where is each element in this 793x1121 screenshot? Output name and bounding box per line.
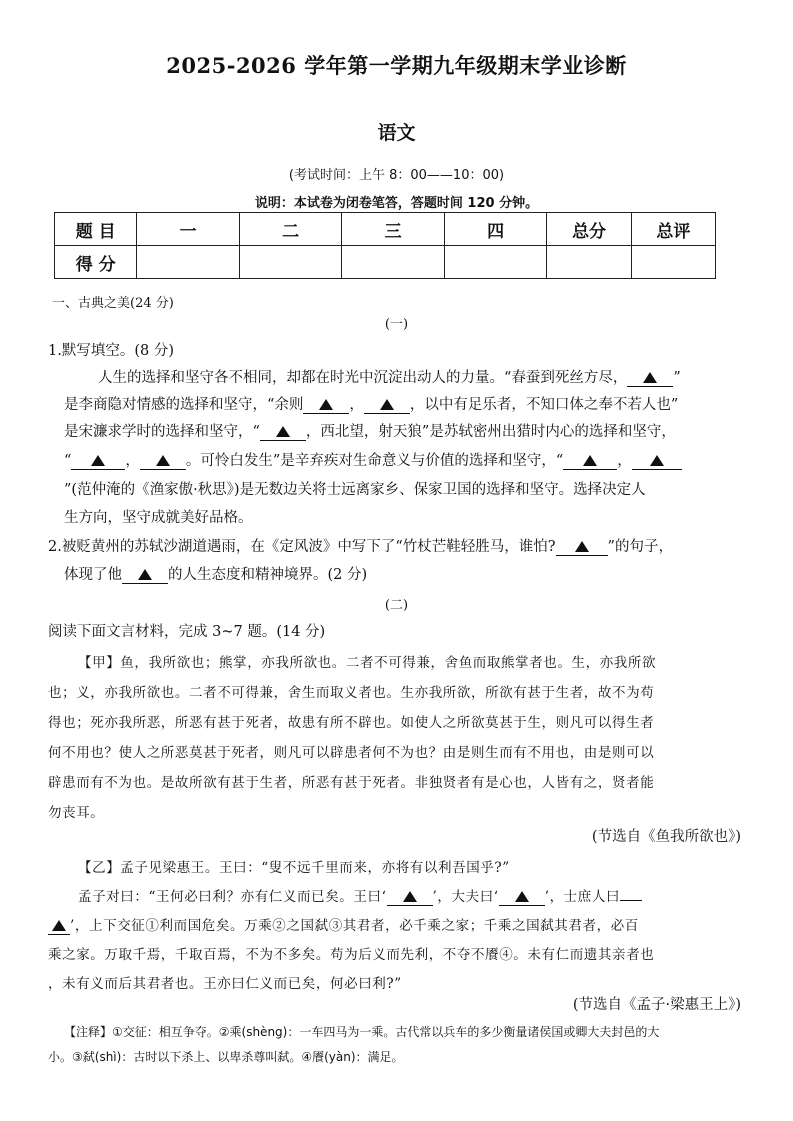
- triangle-icon: [403, 891, 417, 902]
- q1-line-2: 是李商隐对情感的选择和坚守，“余则 ， ，以中有足乐者，不知口体之奉不若人也”: [64, 397, 679, 413]
- score-table-score-row: [55, 246, 716, 279]
- triangle-icon: [583, 455, 597, 466]
- triangle-icon: [276, 426, 290, 437]
- reading-prompt: 阅读下面文言材料，完成 3~7 题。(14 分): [48, 624, 326, 640]
- triangle-icon: [515, 891, 529, 902]
- q1-line-1: 人生的选择和坚守各不相同，却都在时光中沉淀出动人的力量。“春蚕到死丝方尽， ”: [98, 370, 681, 386]
- passage-yi-line: 【乙】孟子见梁惠王。王曰：“叟不远千里而来，亦将有以利吾国乎?”: [78, 860, 510, 876]
- annotation-line: 小。③弑(shì)：古时以下杀上、以卑杀尊叫弑。④餍(yàn)：满足。: [48, 1050, 404, 1064]
- passage-jia-line: 何不用也？使人之所恶莫甚于死者，则凡可以辟患者何不为也？由是则生而有不用也，由是则可以: [48, 745, 655, 761]
- exam-title: 2025-2026 学年第一学期九年级期末学业诊断: [166, 53, 627, 78]
- answer-blank[interactable]: [364, 398, 410, 414]
- exam-time: (考试时间：上午 8：00——10：00): [288, 168, 505, 183]
- score-header-cell: 二: [239, 213, 342, 246]
- section-heading: 一、古典之美(24 分): [52, 296, 174, 311]
- passage-yi-line: ’，上下交征①利而国危矣。万乘②之国弑③其君者，必千乘之家；千乘之国弑其君者，必百: [48, 914, 639, 935]
- answer-blank[interactable]: [260, 425, 306, 441]
- passage-jia-line: 也；义，亦我所欲也。二者不可得兼，舍生而取义者也。生亦我所欲，所欲有甚于生者，故不为苟: [48, 685, 655, 701]
- score-header-cell: 四: [444, 213, 547, 246]
- answer-blank[interactable]: [71, 454, 125, 470]
- q2-line-1: 2.被贬黄州的苏轼沙湖道遇雨，在《定风波》中写下了“竹杖芒鞋轻胜马，谁怕? ”的句子，: [48, 539, 673, 555]
- answer-blank[interactable]: [620, 900, 642, 901]
- question-1-prompt: 1.默写填空。(8 分): [48, 343, 174, 359]
- score-header-cell: 总分: [547, 213, 631, 246]
- q1-line-6: 生方向，坚守成就美好品格。: [64, 510, 253, 526]
- part-marker: (二): [384, 598, 409, 613]
- exam-instructions: 说明：本试卷为闭卷笔答，答题时间 120 分钟。: [254, 196, 539, 211]
- triangle-icon: [52, 920, 66, 931]
- score-cell[interactable]: [547, 246, 631, 279]
- triangle-icon: [650, 455, 664, 466]
- answer-blank[interactable]: [140, 454, 186, 470]
- score-cell[interactable]: [239, 246, 342, 279]
- triangle-icon: [380, 399, 394, 410]
- score-row-label: 得 分: [55, 246, 137, 279]
- score-table: [54, 212, 716, 279]
- score-header-cell: 三: [342, 213, 445, 246]
- score-cell[interactable]: [631, 246, 715, 279]
- triangle-icon: [575, 541, 589, 552]
- passage-jia-line: 得也；死亦我所恶，所恶有甚于死者，故患有所不辟也。如使人之所欲莫甚于生，则凡可以得生者: [48, 715, 655, 731]
- source-citation: (节选自《鱼我所欲也》): [591, 829, 741, 845]
- passage-yi-line: ，未有义而后其君者也。王亦曰仁义而已矣，何必曰利?”: [48, 976, 402, 992]
- answer-blank[interactable]: [122, 568, 168, 584]
- annotation-line: 【注释】①交征：相互争夺。②乘(shèng)：一车四马为一乘。古代常以兵车的多少衡量诸侯国或卿大夫封邑的大: [64, 1025, 660, 1039]
- q1-line-5: ”(范仲淹的《渔家傲·秋思》)是无数边关将士远离家乡、保家卫国的选择和坚守。选择决定人: [64, 482, 646, 498]
- score-cell[interactable]: [137, 246, 240, 279]
- answer-blank[interactable]: [48, 920, 70, 935]
- q1-line-3: 是宋濂求学时的选择和坚守，“ ，西北望，射天狼”是苏轼密州出猎时内心的选择和坚守，: [64, 424, 676, 440]
- triangle-icon: [138, 569, 152, 580]
- triangle-icon: [156, 455, 170, 466]
- answer-blank[interactable]: [303, 398, 349, 414]
- q1-line-4: “ ， 。可怜白发生”是辛弃疾对生命意义与价值的选择和坚守，“ ，: [64, 449, 682, 470]
- q2-line-2: 体现了他 的人生态度和精神境界。(2 分): [64, 567, 368, 583]
- part-marker: (一): [384, 317, 409, 332]
- answer-blank[interactable]: [387, 891, 433, 906]
- passage-yi-line: 乘之家。万取千焉，千取百焉，不为不多矣。苟为后义而先利，不夺不餍④。未有仁而遗其亲者也: [48, 947, 655, 963]
- score-header-cell: 题 目: [55, 213, 137, 246]
- score-header-cell: 总评: [631, 213, 715, 246]
- score-cell[interactable]: [444, 246, 547, 279]
- answer-blank[interactable]: [563, 454, 617, 470]
- passage-yi-line: 孟子对曰：“王何必曰利？亦有仁义而已矣。王曰‘ ’，大夫曰‘ ’，士庶人曰: [78, 885, 642, 906]
- answer-blank[interactable]: [632, 454, 682, 470]
- score-table-header-row: [55, 213, 716, 246]
- score-cell[interactable]: [342, 246, 445, 279]
- answer-blank[interactable]: [627, 371, 673, 387]
- subject-title: 语文: [377, 122, 416, 144]
- answer-blank[interactable]: [556, 540, 608, 556]
- triangle-icon: [91, 455, 105, 466]
- source-citation: (节选自《孟子·梁惠王上》): [572, 997, 741, 1013]
- passage-jia-line: 辟患而有不为也。是故所欲有甚于生者，所恶有甚于死者。非独贤者有是心也，人皆有之，贤者能: [48, 775, 655, 791]
- triangle-icon: [643, 372, 657, 383]
- triangle-icon: [319, 399, 333, 410]
- answer-blank[interactable]: [499, 891, 545, 906]
- score-header-cell: 一: [137, 213, 240, 246]
- passage-jia-line: 【甲】鱼，我所欲也；熊掌，亦我所欲也。二者不可得兼，舍鱼而取熊掌者也。生，亦我所欲: [78, 655, 657, 671]
- passage-jia-line: 勿丧耳。: [48, 805, 105, 821]
